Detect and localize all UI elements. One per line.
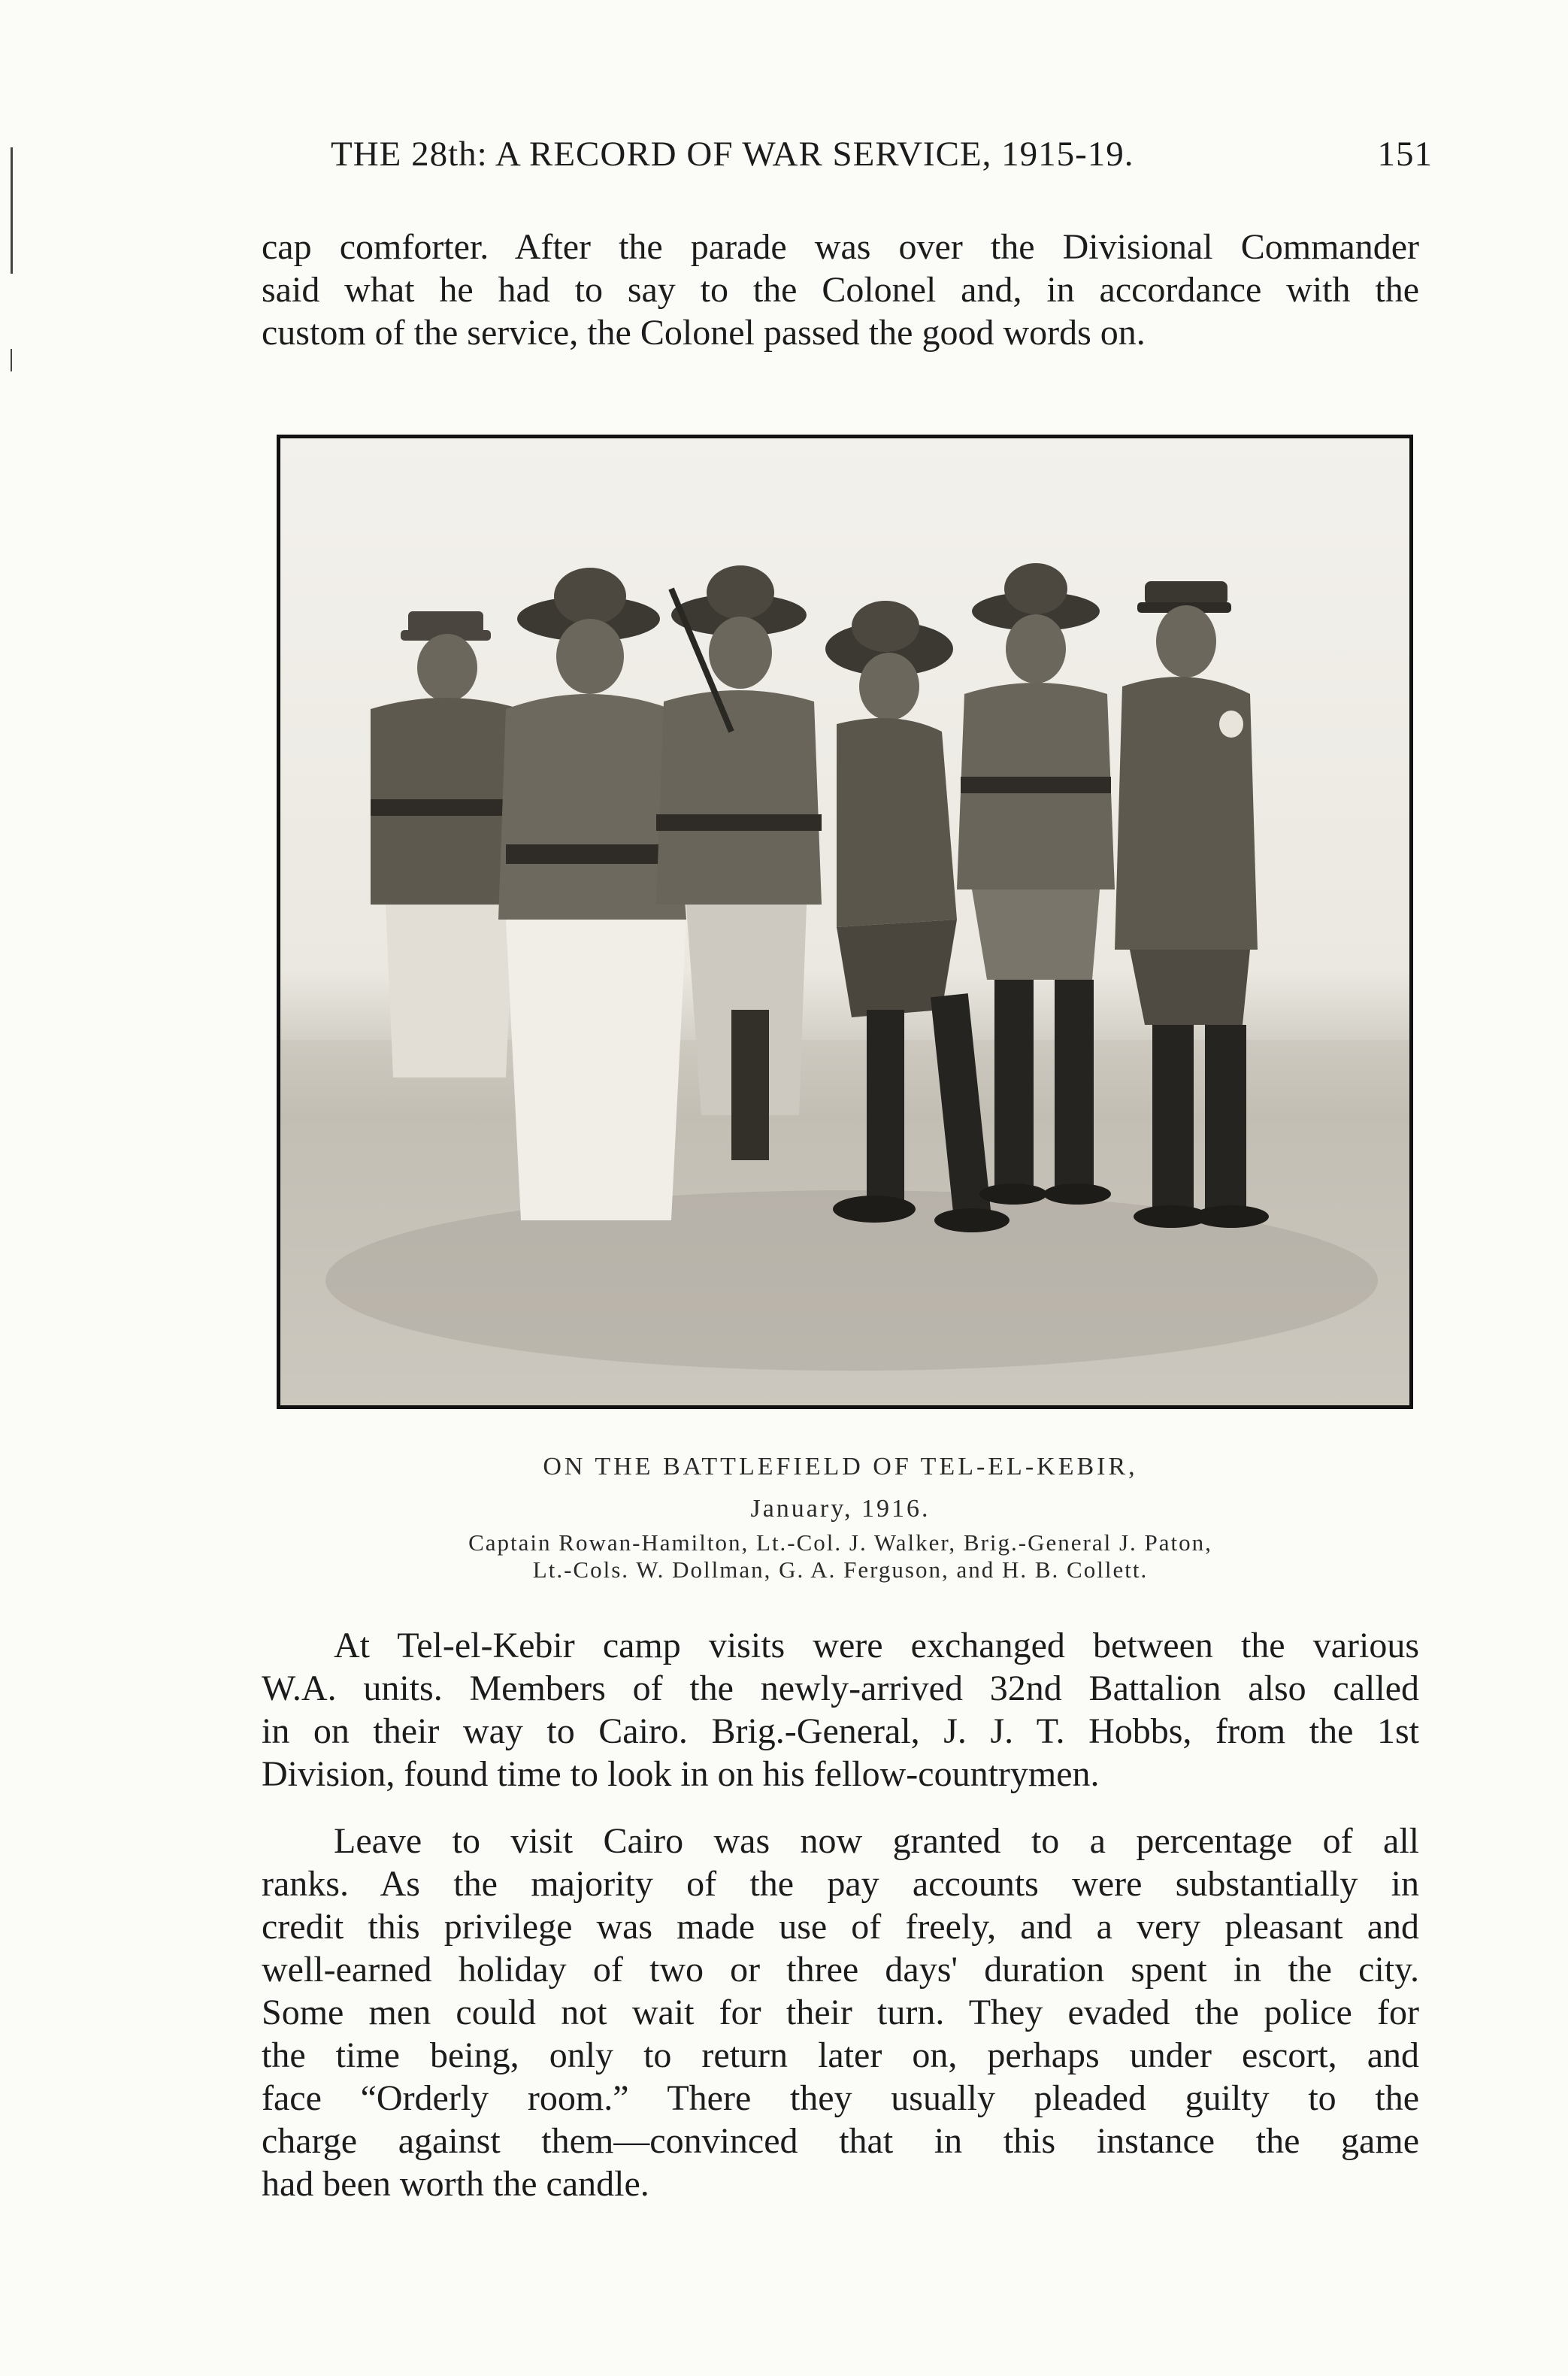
text-line: custom of the service, the Colonel passed the good words on.	[262, 313, 1146, 353]
text-line: ranks. As the majority of the pay accounts were substantially in	[262, 1864, 1419, 1904]
text-line: charge against them—convinced that in this instance the game	[262, 2121, 1419, 2161]
text-line: Division, found time to look in on his fellow-countrymen.	[262, 1754, 1100, 1794]
caption-date: January, 1916.	[750, 1495, 931, 1523]
text-line: credit this privilege was made use of freely, and a very pleasant and	[262, 1907, 1419, 1947]
page-number: 151	[1377, 135, 1433, 174]
text-line: in on their way to Cairo. Brig.-General, J. J. T. Hobbs, from the 1st	[262, 1711, 1419, 1751]
text-line: W.A. units. Members of the newly-arrived 32nd Battalion also called	[262, 1668, 1419, 1708]
paragraph-leave-to-cairo	[262, 1820, 1419, 2205]
caption-names: Lt.-Cols. W. Dollman, G. A. Ferguson, and H. B. Collett.	[532, 1556, 1149, 1583]
text-line: the time being, only to return later on, perhaps under escort, and	[262, 2035, 1419, 2075]
text-line: had been worth the candle.	[262, 2164, 649, 2204]
text-line: Leave to visit Cairo was now granted to a percentage of all	[334, 1821, 1419, 1861]
margin-rule-mid	[11, 349, 12, 371]
paragraph-cap-comforter	[262, 226, 1419, 354]
caption-names: Captain Rowan-Hamilton, Lt.-Col. J. Walker, Brig.-General J. Paton,	[468, 1529, 1212, 1556]
text-line: face “Orderly room.” There they usually pleaded guilty to the	[262, 2078, 1419, 2118]
text-line: well-earned holiday of two or three days' duration spent in the city.	[262, 1950, 1419, 1990]
running-head	[331, 134, 1433, 179]
running-title: THE 28th: A RECORD OF WAR SERVICE, 1915-19.	[331, 135, 1134, 174]
text-line: said what he had to say to the Colonel and, in accordance with the	[262, 270, 1419, 310]
margin-rule-top	[11, 147, 13, 274]
photograph-officers	[277, 435, 1413, 1409]
text-line: At Tel-el-Kebir camp visits were exchanged between the various	[334, 1626, 1419, 1665]
text-line: cap comforter. After the parade was over the Divisional Commander	[262, 227, 1419, 267]
photograph-illustration	[280, 438, 1409, 1405]
text-line: Some men could not wait for their turn. They evaded the police for	[262, 1993, 1419, 2032]
paragraph-tel-el-kebir	[262, 1624, 1419, 1796]
caption-title: ON THE BATTLEFIELD OF TEL-EL-KEBIR,	[543, 1453, 1138, 1480]
